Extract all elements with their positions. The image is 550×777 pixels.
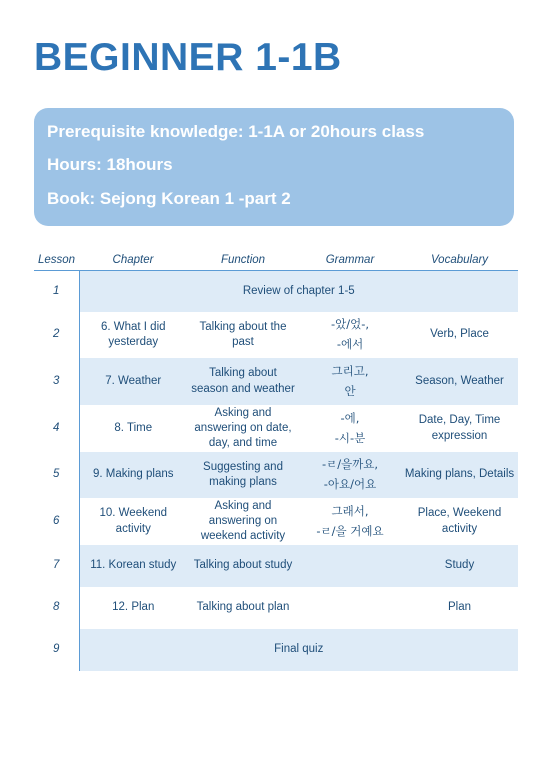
header-grammar: Grammar [299,250,401,271]
function-cell: Suggesting and making plans [187,452,299,498]
table-row [34,545,518,587]
vocabulary-cell: Date, Day, Time expression [418,414,501,442]
lesson-number: 2 [34,312,79,358]
chapter-cell: 6. What I did yesterday [100,320,166,348]
table-row [34,498,518,545]
vocabulary-cell: Plan [447,601,472,614]
grammar-cell: -에, -시-분 [334,410,366,445]
function-cell: Asking and answering on date, day, and time [194,406,292,450]
table-header-row [34,250,518,271]
lesson-number: 8 [34,587,79,629]
vocabulary-cell: Study [401,545,518,587]
function-cell: Talking about study [187,545,299,587]
grammar-cell [299,545,401,587]
header-lesson: Lesson [34,250,79,271]
lesson-number: 5 [34,452,79,498]
table-row [34,587,518,629]
grammar-cell: -았/었-, -에서 [330,317,370,351]
chapter-cell: 10. Weekend activity [99,507,168,535]
table-row [34,405,518,452]
hours-text: Hours: 18hours [47,155,173,174]
lesson-number: 9 [34,629,79,671]
lesson-number: 4 [34,405,79,452]
function-cell: Talking about plan [196,601,290,614]
header-vocabulary: Vocabulary [401,250,518,271]
final-quiz-cell: Final quiz [79,629,518,671]
chapter-cell: 11. Korean study [79,545,187,587]
table-row [34,312,518,358]
header-chapter: Chapter [79,250,187,271]
lesson-number: 6 [34,498,79,545]
vocabulary-cell: Place, Weekend activity [417,507,502,535]
function-cell: Asking and answering on weekend activity [200,499,286,543]
curriculum-table [34,250,518,671]
vocabulary-cell: Making plans, Details [401,452,518,498]
table-row [34,452,518,498]
table-row [34,271,518,313]
lesson-number: 3 [34,358,79,405]
book-text: Book: Sejong Korean 1 -part 2 [47,189,291,208]
lesson-number: 7 [34,545,79,587]
grammar-cell [299,587,401,629]
review-cell: Review of chapter 1-5 [79,271,518,313]
vocabulary-cell: Season, Weather [401,358,518,405]
vocabulary-cell: Verb, Place [430,328,489,341]
grammar-cell: -ㄹ/을까요, -아요/어요 [299,452,401,498]
course-info-box [34,108,514,226]
function-cell: Talking about the past [199,320,287,348]
chapter-cell: 7. Weather [79,358,187,405]
grammar-cell: 그래서, -ㄹ/을 거예요 [316,503,384,538]
chapter-cell: 12. Plan [112,601,155,614]
header-function: Function [187,250,299,271]
chapter-cell: 9. Making plans [79,452,187,498]
table-row [34,629,518,671]
lesson-number: 1 [34,271,79,313]
page-title: BEGINNER 1-1B [34,36,342,79]
table-row [34,358,518,405]
grammar-cell: 그리고, 안 [299,358,401,405]
function-cell: Talking about season and weather [187,358,299,405]
chapter-cell: 8. Time [114,421,153,434]
prerequisite-text: Prerequisite knowledge: 1-1A or 20hours class [47,122,425,141]
